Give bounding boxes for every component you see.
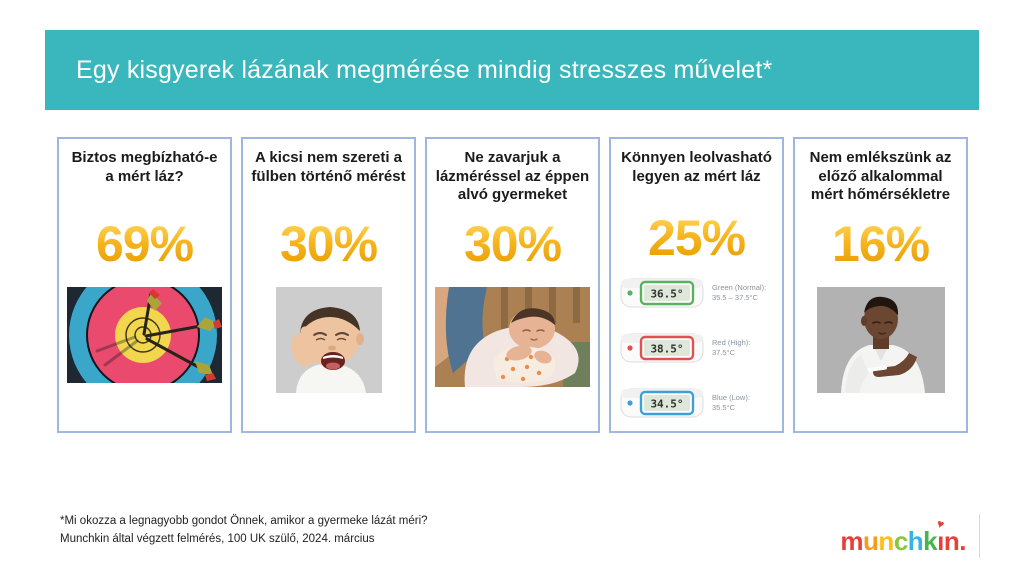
card-heading: Könnyen leolvasható legyen az mért láz — [621, 149, 772, 185]
thermometer-normal-caption — [712, 283, 775, 304]
slide-title-bar — [45, 30, 979, 110]
thermometer-high-caption — [712, 338, 775, 359]
stat-card-remember-temperature — [793, 137, 968, 433]
thermometer-low-image — [618, 383, 706, 423]
logo-letter: u — [863, 526, 879, 556]
thermometer-row-high — [618, 328, 775, 368]
thermometer-normal-image — [618, 273, 706, 313]
svg-text:34.5°: 34.5° — [650, 397, 684, 411]
thermometer-list — [618, 273, 775, 423]
logo-letter: n — [878, 526, 894, 556]
card-percent: 16% — [831, 216, 930, 272]
source-note-line1: *Mi okozza a legnagyobb gondot Önnek, amikor a gyermeke lázát méri? — [60, 515, 428, 527]
svg-text:36.5°: 36.5° — [650, 287, 684, 301]
heart-icon: ♥ — [935, 516, 946, 532]
sleeping-baby-photo — [435, 287, 590, 387]
card-heading: Nem emlékszünk az előző alkalommal mért hőmérsékletre — [809, 149, 952, 204]
logo-letter: n — [943, 526, 960, 556]
logo-letter-i: ı ♥ — [935, 516, 946, 556]
card-percent: 30% — [463, 216, 562, 272]
logo-letter: h — [907, 526, 924, 556]
stat-card-reliability — [57, 137, 232, 433]
card-percent: 30% — [279, 216, 378, 272]
card-heading: Ne zavarjuk a lázméréssel az éppen alvó gyermeket — [435, 149, 590, 204]
munchkin-logo — [840, 518, 966, 554]
logo-letter: m — [840, 526, 864, 556]
stat-cards-row — [57, 137, 968, 433]
logo-letter: . — [959, 526, 966, 556]
thermometer-high-image — [618, 328, 706, 368]
thermometer-label: Blue (Low): — [712, 392, 750, 402]
man-reading-thermometer-photo — [817, 287, 945, 393]
thermometer-row-low — [618, 383, 775, 423]
thermometer-range: 37.5°C — [712, 348, 736, 357]
card-heading: Biztos megbízható-e a mért láz? — [71, 149, 218, 185]
stat-card-sleeping-child — [425, 137, 600, 433]
munchkin-logo-block — [840, 514, 980, 558]
stat-card-easy-reading — [609, 137, 784, 433]
logo-letter: c — [893, 526, 908, 556]
thermometer-low-caption — [712, 393, 775, 414]
source-note — [60, 513, 428, 549]
thermometer-label: Green (Normal): — [712, 282, 767, 292]
card-heading: A kicsi nem szereti a fülben történő mérést — [251, 149, 406, 185]
source-note-line2: Munchkin által végzett felmérés, 100 UK szülő, 2024. március — [60, 532, 375, 545]
thermometer-range: 35.5 – 37.5°C — [712, 293, 758, 302]
crying-toddler-photo — [276, 287, 382, 393]
archery-target-photo — [67, 287, 222, 383]
logo-letter: k — [923, 526, 938, 556]
thermometer-row-normal — [618, 273, 775, 313]
stat-card-ear-measurement — [241, 137, 416, 433]
slide-title: Egy kisgyerek lázának megmérése mindig stresszes művelet* — [76, 55, 773, 84]
card-percent: 69% — [95, 216, 194, 272]
card-percent: 25% — [647, 210, 746, 266]
logo-divider — [979, 514, 980, 558]
thermometer-range: 35.5°C — [712, 403, 736, 412]
thermometer-label: Red (High): — [712, 337, 751, 347]
svg-text:38.5°: 38.5° — [650, 342, 684, 356]
